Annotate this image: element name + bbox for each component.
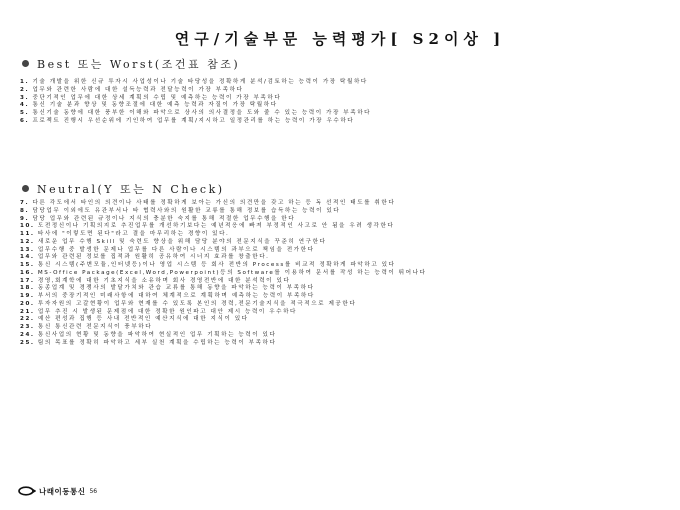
item-text: 타사에 "이렇도면 된다"라고 결을 마무리하는 경향이 있다. (37, 231, 230, 237)
neutral-items-list (20, 200, 668, 347)
item-text: 기술 개발을 위한 신규 투자시 사업성이나 기술 타당성을 정확하게 분석/검토하는 능력이 가장 탁월하다 (32, 79, 368, 85)
item-number: 12. (20, 238, 35, 245)
item-text: 담당 업무와 관련된 규정이나 지식의 충분한 숙지를 통해 적절한 업무수행을 한다 (32, 215, 296, 222)
bullet-icon (22, 185, 29, 192)
item-number: 22. (20, 316, 35, 323)
list-item (20, 200, 668, 208)
page-number: 56 (89, 487, 98, 495)
item-text: 부서의 중장기적인 미래사항에 대하여 체계적으로 계획하며 예측하는 능력이 부족하다 (37, 293, 315, 299)
item-number: 23. (20, 324, 35, 330)
list-item (20, 87, 668, 95)
list-item (20, 231, 668, 239)
item-number: 17. (20, 277, 35, 284)
bullet-icon (22, 60, 29, 67)
item-number: 24. (20, 331, 35, 338)
item-number: 11. (20, 231, 35, 237)
item-number: 19. (20, 293, 35, 299)
list-item (20, 262, 668, 270)
item-number: 5. (20, 110, 30, 116)
page-title: 연구/기술부문 능력평가[ S2이상 ] (174, 30, 506, 48)
item-number: 8. (20, 207, 30, 214)
item-text: 업무 추진 시 발생된 문제점에 대한 정확한 원인파고 대안 제시 능력이 우수하다 (37, 308, 298, 315)
item-number: 16. (20, 269, 35, 276)
item-text: 중단기적인 업무에 대한 상세 계획의 수립 및 예측하는 능력이 가장 부족하다 (32, 94, 282, 101)
item-text: 다른 각도에서 타인의 의견이나 사태를 정확하게 보아는 가신의 의견만을 갖고 하는 등 독 선적인 태도를 취한다 (32, 200, 396, 206)
item-number: 7. (20, 200, 30, 206)
item-text: 통신사업의 현황 및 동향을 파악하여 현실적인 업무 기획하는 능력이 있다 (37, 331, 277, 338)
list-item (20, 223, 668, 231)
item-text: 업무와 관련한 사람에 대한 설득능력과 전달능력이 가장 부족하다 (32, 86, 244, 93)
item-number: 25. (20, 339, 35, 346)
list-item (20, 270, 668, 278)
list-item (20, 285, 668, 293)
list-item (20, 118, 668, 126)
item-number: 21. (20, 308, 35, 315)
item-text: 경영,회계학에 대한 기초지식을 소유하며 회사 경영전반에 대한 분석력이 있다 (37, 277, 291, 284)
item-text: 업무와 관련된 정보를 집적과 원활히 공유하여 시너지 효과를 창출한다. (37, 254, 270, 261)
item-text: 업무수행 중 발생한 문제나 업무를 다른 사람이나 시스템의 과부으로 책임을 전가한다 (37, 246, 315, 253)
item-text: 통신 시스템(주변모듈,인터넷등)이나 영업 시스템 등 회사 전반의 Process를 비교적 정확하게 파악하고 있다 (37, 262, 396, 268)
item-text: 도전정신이나 기획의지로 추진업무를 개선하기보다는 예년적응에 빠져 부정적인 사고로 안 됨을 우려 생각한다 (37, 223, 395, 230)
neutral-heading-sub: (Y 또는 N Check) (97, 183, 225, 196)
list-item (20, 79, 668, 87)
neutral-heading-main: Neutral (37, 183, 98, 196)
item-text: 프로젝트 진행시 우선순위에 기인하여 업무를 계획/지시하고 일정관리를 하는 능력이 가장 우수하다 (32, 117, 355, 124)
item-number: 4. (20, 102, 30, 109)
item-text: 통신 통신관련 전문지식이 풍부하다 (37, 324, 153, 330)
item-number: 6. (20, 117, 30, 124)
list-item (20, 340, 668, 348)
best-section-heading (22, 56, 240, 72)
best-heading-main: Best 또는 Worst (37, 58, 155, 71)
footer (18, 484, 97, 498)
item-number: 20. (20, 300, 35, 307)
list-item (20, 110, 668, 118)
narae-logo-icon (18, 486, 36, 496)
item-text: 새로운 업무 수행 Skill 및 숙련도 향상을 위해 담당 분야의 전문지식을 꾸준히 연구한다 (37, 238, 327, 245)
list-item (20, 324, 668, 332)
item-text: 담당업무 이외에도 유관부서나 타 협력사와의 원활한 교류를 통해 정보를 습득하는 능력이 있다 (32, 207, 341, 214)
item-text: 통신기술 동향에 대한 풍부한 이해와 파악으로 상사의 의사결정을 도와 줄 수 있는 능력이 가장 부족하다 (32, 110, 372, 116)
list-item (20, 293, 668, 301)
footer-brand: 나래이동통신 (39, 486, 86, 496)
list-item (20, 301, 668, 309)
item-text: 동종업계 및 경쟁사의 발달가치와 관습 교류를 통해 동향을 파악하는 능력이 부족하다 (37, 285, 315, 292)
list-item (20, 208, 668, 216)
item-text: 통신 기술 분과 향상 및 동향조절에 대한 예측 능력과 자질이 가장 탁월하다 (32, 102, 278, 109)
item-text: MS-Office Package(Excel,Word,Powerpoint)등의 Software를 이용하여 문서를 작성 하는 능력이 뛰어나다 (37, 269, 427, 276)
item-number: 9. (20, 215, 30, 222)
item-text: 투자자원의 고갈현황이 업무와 현재를 수 있도록 본인의 경력,전문기술지식을 적극적으로 제공한다 (37, 300, 357, 307)
list-item (20, 254, 668, 262)
item-number: 10. (20, 223, 35, 230)
item-number: 2. (20, 86, 30, 93)
best-items-list (20, 79, 668, 126)
item-number: 13. (20, 246, 35, 253)
list-item (20, 332, 668, 340)
list-item (20, 239, 668, 247)
item-number: 1. (20, 79, 30, 85)
list-item (20, 102, 668, 110)
item-text: 예산 편성과 집행 등 사내 전반적인 예산지식에 대한 지식이 있다 (37, 316, 249, 323)
item-number: 18. (20, 285, 35, 292)
item-number: 14. (20, 254, 35, 261)
best-heading-sub: (조건표 참조) (154, 58, 241, 71)
item-text: 팀의 목표를 정확히 파악하고 세부 실천 계획을 수립하는 능력이 부족하다 (37, 339, 277, 346)
neutral-section-heading (22, 181, 225, 197)
item-number: 3. (20, 94, 30, 101)
list-item (20, 316, 668, 324)
item-number: 15. (20, 262, 35, 268)
